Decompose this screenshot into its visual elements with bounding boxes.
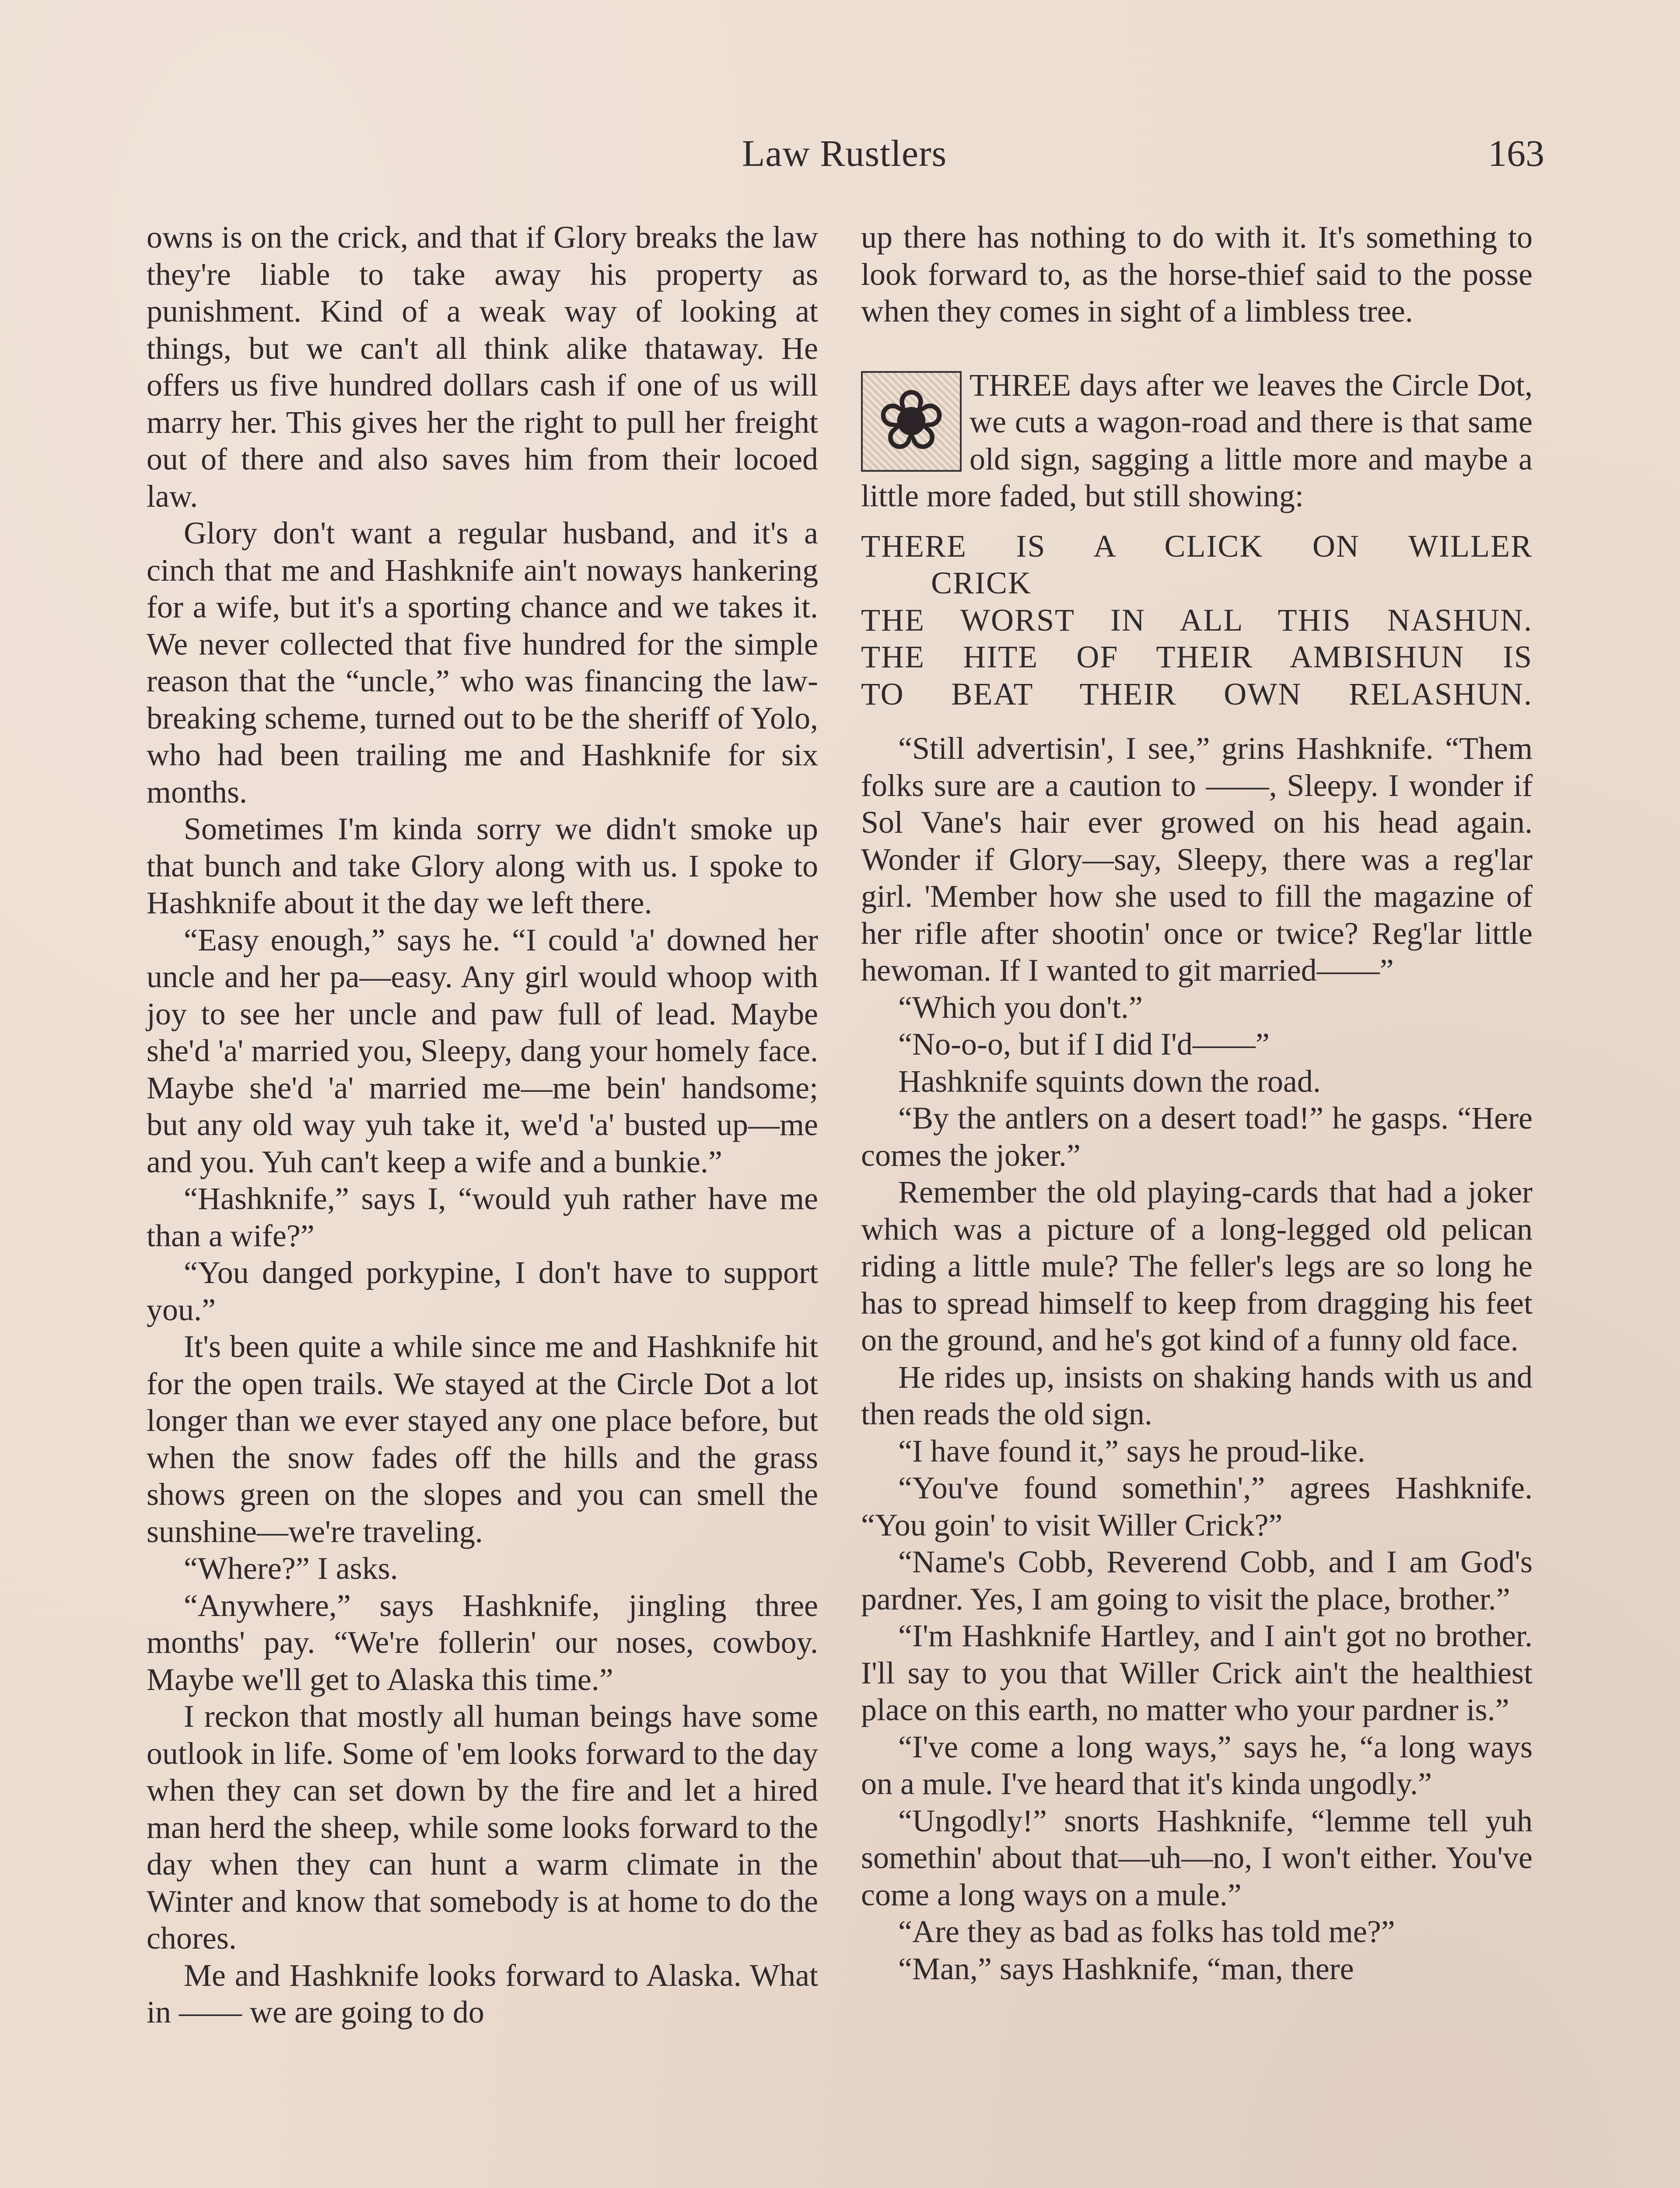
paragraph: Glory don't want a regular husband, and it's a cinch that me and Hashknife ain't noways hankering for a wife, but it's a sporting chance and we takes it. We never collected that five hundred for the simple reason that the “uncle,” who was financing the law-breaking scheme, turned out to be the sheriff of Yolo, who had been trailing me and Hashknife for six months. <box>147 515 818 810</box>
right-column <box>861 219 1533 1987</box>
sign-line: TO BEAT THEIR OWN RELASHUN. <box>861 676 1533 712</box>
running-head <box>144 131 1544 184</box>
sign-line: CRICK <box>931 565 1032 600</box>
paragraph: “Easy enough,” says he. “I could 'a' downed her uncle and her pa—easy. Any girl would whoop with joy to see her uncle and paw full of lead. Maybe she'd 'a' married you, Sleepy, dang your homely face. Maybe she'd 'a' married me—me bein' handsome; but any old way yuh take it, we'd 'a' busted up—me and you. Yuh can't keep a wife and a bunkie.” <box>147 922 818 1179</box>
paragraph: He rides up, insists on shaking hands with us and then reads the old sign. <box>861 1359 1533 1431</box>
paragraph: “You've found somethin',” agrees Hashknife. “You goin' to visit Willer Crick?” <box>861 1470 1533 1543</box>
paragraph: Remember the old playing-cards that had a joker which was a picture of a long-legged old pelican riding a little mule? The feller's legs are so long he has to spread himself to keep from dragging his feet on the ground, and he's got kind of a funny old face. <box>861 1175 1533 1357</box>
paragraph: “Man,” says Hashknife, “man, there <box>898 1951 1354 1986</box>
paragraph: Me and Hashknife looks forward to Alaska. What in —— we are going to do <box>147 1957 818 2030</box>
paragraph: “Still advertisin', I see,” grins Hashknife. “Them folks sure are a caution to ——, Sleepy. I wonder if Sol Vane's hair ever growed on his head again. Wonder if Glory—say, Sleepy, there was a reg'lar girl. 'Member how she used to fill the magazine of her rifle after shootin' once or twice? Reg'lar little hewoman. If I wanted to git married——” <box>861 731 1533 988</box>
paragraph: It's been quite a while since me and Hashknife hit for the open trails. We stayed at the Circle Dot a lot longer than we ever stayed any one place before, but when the snow fades off the hills and the grass shows green on the slopes and you can smell the sunshine—we're traveling. <box>147 1329 818 1549</box>
paragraph: up there has nothing to do with it. It's something to look forward to, as the horse-thief said to the posse when they comes in sight of a limbless tree. <box>861 220 1533 329</box>
section-opening-text: THREE days after we leaves the Circle Dot, we cuts a wagon-road and there is that same old sign, sagging a little more and maybe a little more faded, but still showing: <box>861 367 1533 513</box>
paragraph: “I have found it,” says he proud-like. <box>898 1433 1365 1469</box>
paragraph: “You danged porkypine, I don't have to support you.” <box>147 1255 818 1327</box>
sign-line: THERE IS A CLICK ON WILLER <box>861 528 1533 564</box>
paragraph: “Anywhere,” says Hashknife, jingling three months' pay. “We're follerin' our noses, cowboy. Maybe we'll get to Alaska this time.” <box>147 1588 818 1697</box>
left-column <box>147 219 818 2031</box>
paragraph: “I'm Hashknife Hartley, and I ain't got no brother. I'll say to you that Willer Crick ain't the healthiest place on this earth, no matter who your pardner is.” <box>861 1618 1533 1727</box>
paragraph: “I've come a long ways,” says he, “a long ways on a mule. I've heard that it's kinda ungodly.” <box>861 1729 1533 1801</box>
paragraph: “Name's Cobb, Reverend Cobb, and I am God's pardner. Yes, I am going to visit the place, brother.” <box>861 1544 1533 1616</box>
sign-line: THE WORST IN ALL THIS NASHUN. <box>861 602 1533 638</box>
paragraph: Sometimes I'm kinda sorry we didn't smoke up that bunch and take Glory along with us. I spoke to Hashknife about it the day we left there. <box>147 811 818 920</box>
paragraph: “Where?” I asks. <box>184 1551 398 1586</box>
paragraph: “Which you don't.” <box>898 989 1143 1025</box>
sign-text-block <box>861 528 1533 713</box>
paragraph: “By the antlers on a desert toad!” he gasps. “Here comes the joker.” <box>861 1101 1533 1173</box>
paragraph: “No-o-o, but if I did I'd——” <box>898 1027 1270 1062</box>
paragraph: I reckon that mostly all human beings have some outlook in life. Some of 'em looks forward to the day when they can set down by the fire and let a hired man herd the sheep, while some looks forward to the day when they can hunt a warm climate in the Winter and know that somebody is at home to do the chores. <box>147 1699 818 1956</box>
paragraph: “Hashknife,” says I, “would yuh rather have me than a wife?” <box>147 1181 818 1253</box>
page-title: Law Rustlers <box>742 132 947 174</box>
paragraph: “Are they as bad as folks has told me?” <box>898 1914 1395 1949</box>
paragraph: “Ungodly!” snorts Hashknife, “lemme tell yuh somethin' about that—uh—no, I won't either. You've come a long ways on a mule.” <box>861 1803 1533 1912</box>
ornamental-initial-icon: ❀ <box>861 371 962 472</box>
section-opening-paragraph <box>861 367 1533 515</box>
paragraph: owns is on the crick, and that if Glory breaks the law they're liable to take away his property as punishment. Kind of a weak way of looking at things, but we can't all think alike thataway. He offers us five hundred dollars cash if one of us will marry her. This gives her the right to pull her freight out of there and also saves him from their locoed law. <box>147 220 818 514</box>
sign-line: THE HITE OF THEIR AMBISHUN IS <box>861 639 1533 674</box>
paragraph: Hashknife squints down the road. <box>898 1063 1321 1099</box>
page-number: 163 <box>1488 132 1544 174</box>
